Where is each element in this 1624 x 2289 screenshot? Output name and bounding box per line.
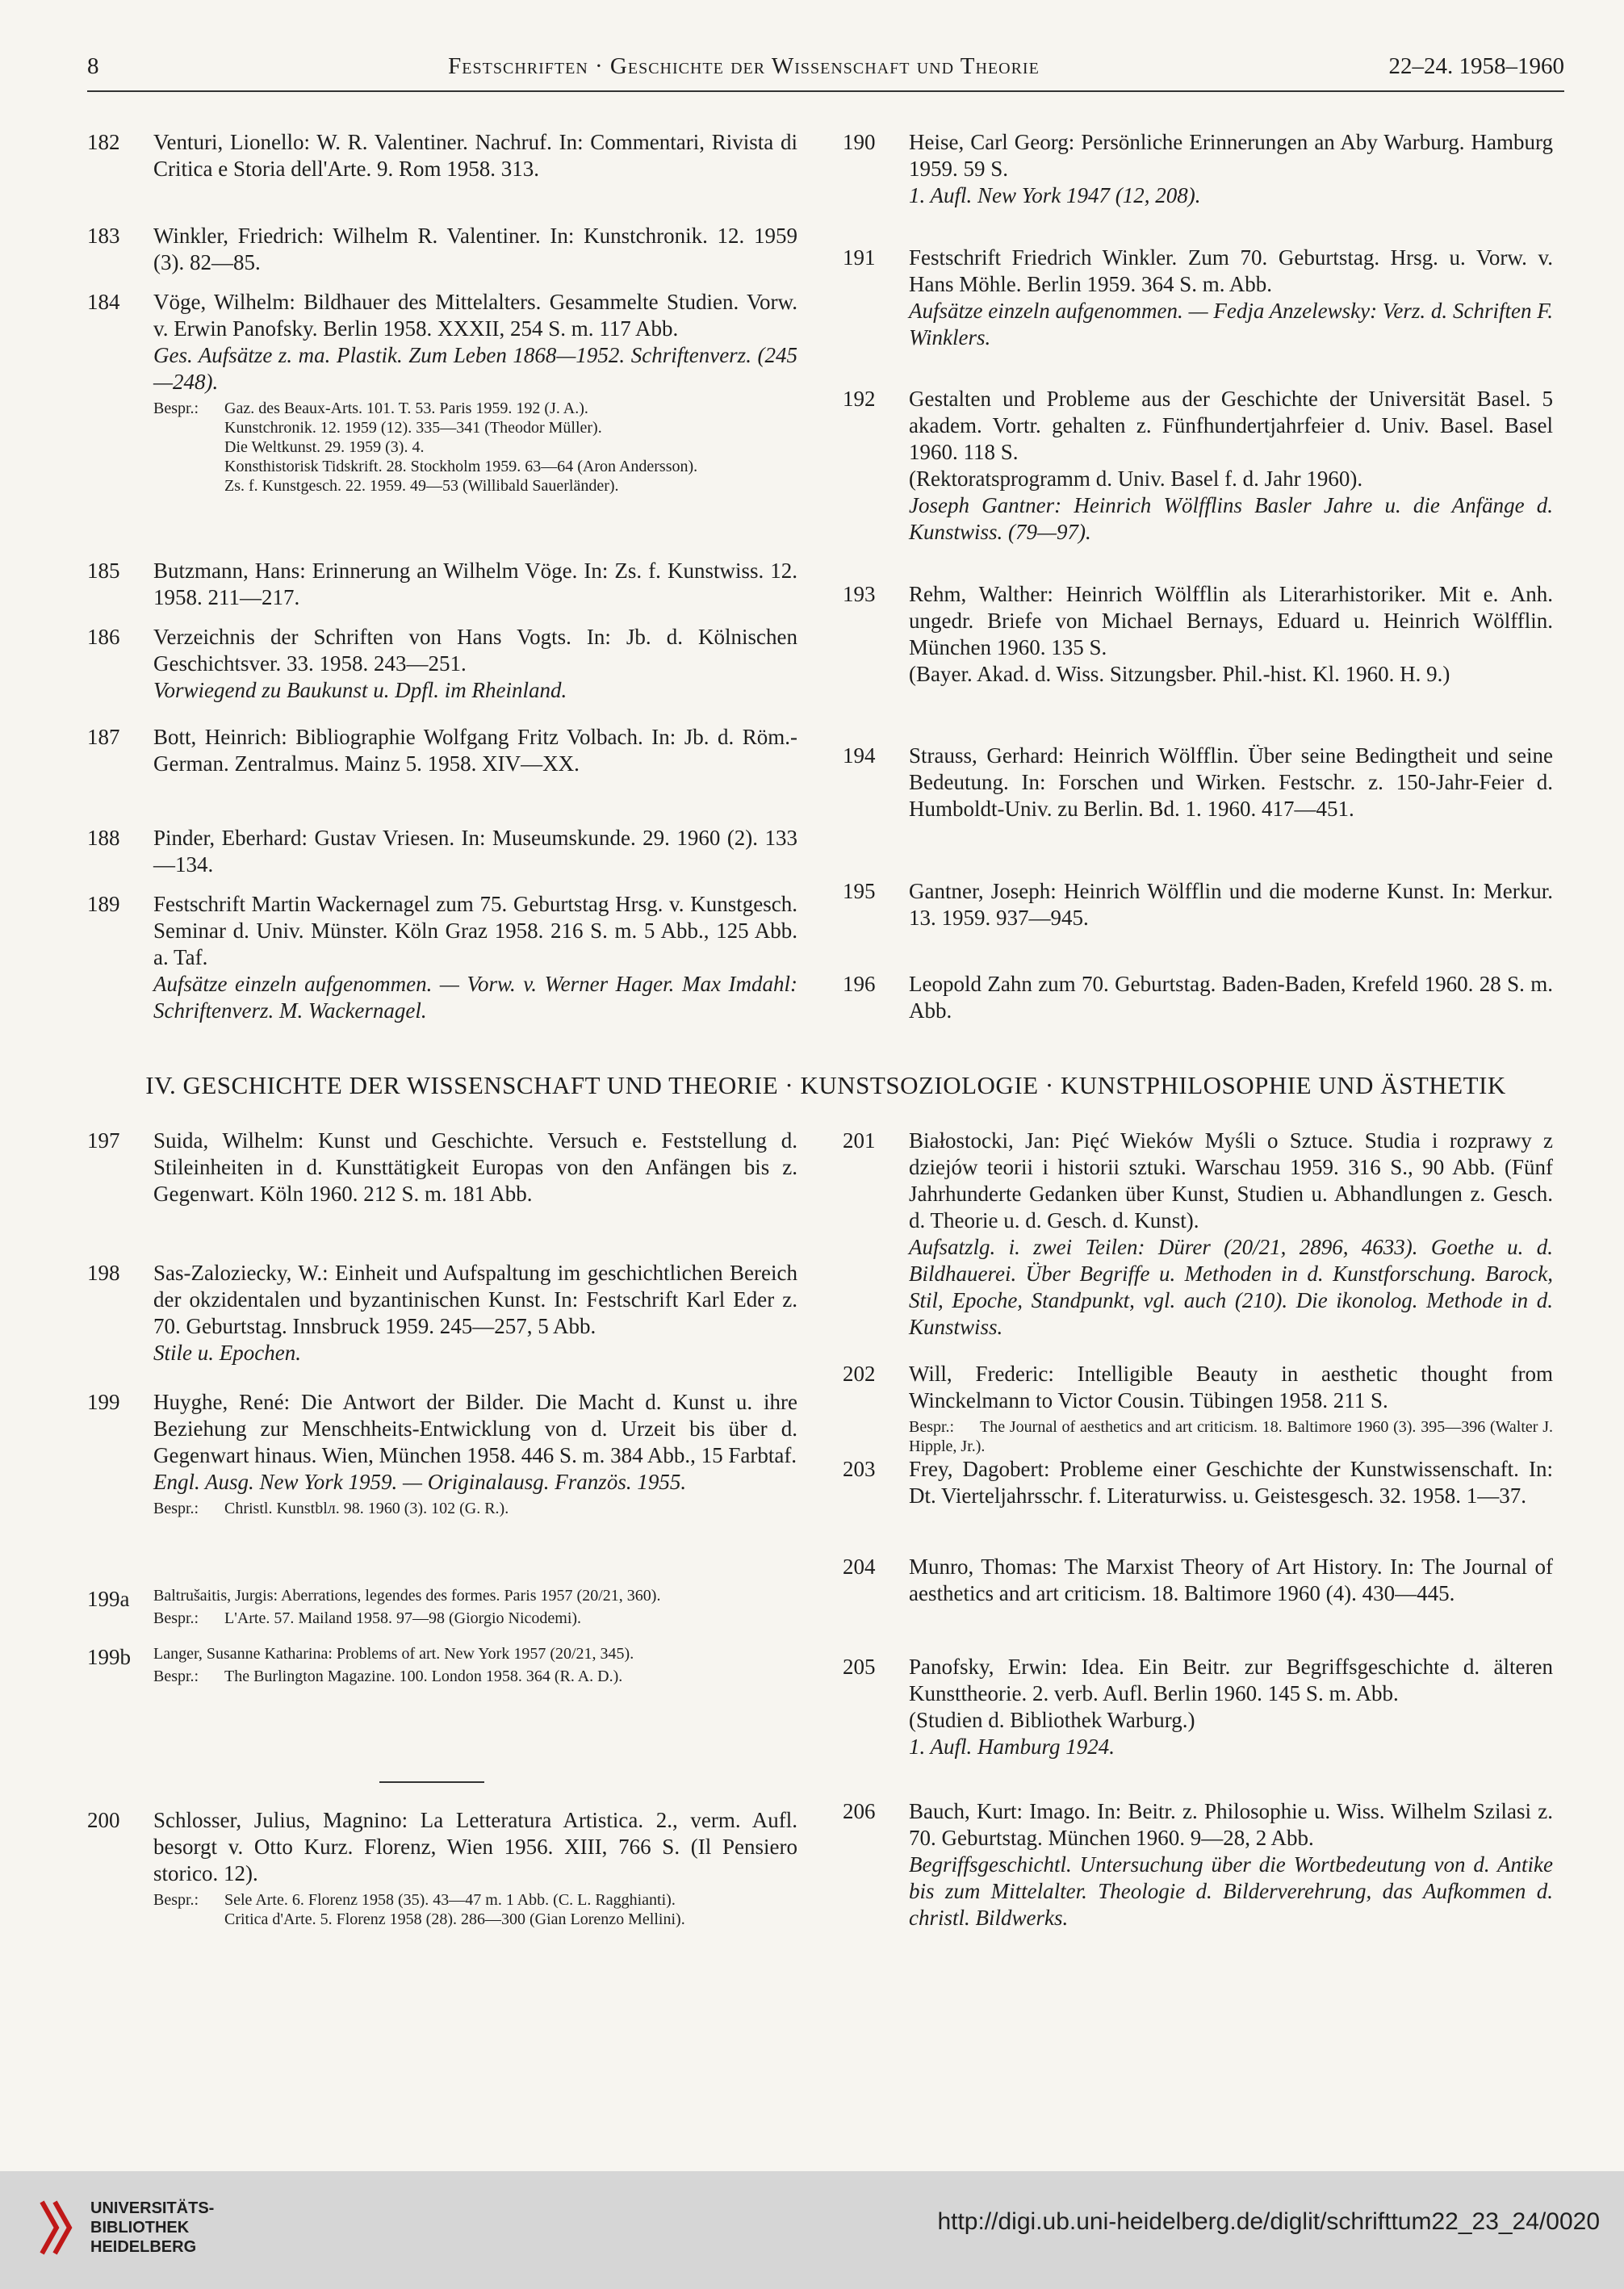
- review-label: Bespr.:: [909, 1418, 955, 1436]
- bibliography-entry: [843, 971, 1553, 1024]
- entry-citation: Pinder, Eberhard: Gustav Vriesen. In: Museumskunde. 29. 1960 (2). 133—134.: [153, 826, 797, 877]
- entry-number: 199: [87, 1390, 120, 1414]
- entry-body: [153, 891, 797, 1024]
- review-label: Bespr.:: [153, 1668, 199, 1685]
- footer-bar: [0, 2171, 1624, 2289]
- entry-citation: Rehm, Walther: Heinrich Wölfflin als Literarhistoriker. Mit e. Anh. ungedr. Briefe von Michael Bernays, Eduard u. Heinrich Wölfflin. München 1960. 135 S.: [909, 582, 1553, 659]
- review-citation: Konsthistorisk Tidskrift. 28. Stockholm 1959. 63—64 (Aron Andersson).: [224, 458, 698, 475]
- library-name: [90, 2199, 214, 2257]
- entry-citation: Sas-Zaloziecky, W.: Einheit und Aufspaltung im geschichtlichen Bereich der okzidentalen und byzantinischen Kunst. In: Festschrift Karl Eder z. 70. Geburtstag. Innsbruck 1959. 245—257, 5 Abb.: [153, 1261, 797, 1338]
- bibliography-entry: [87, 289, 797, 496]
- bibliography-entry: [843, 581, 1553, 688]
- entry-citation: (Bayer. Akad. d. Wiss. Sitzungsber. Phil.-hist. Kl. 1960. H. 9.): [909, 662, 1450, 686]
- review-citation: The Burlington Magazine. 100. London 1958. 364 (R. A. D.).: [224, 1668, 623, 1685]
- entry-citation: Festschrift Friedrich Winkler. Zum 70. Geburtstag. Hrsg. u. Vorw. v. Hans Möhle. Berlin 1959. 364 S. m. Abb.: [909, 245, 1553, 296]
- review-label: Bespr.:: [153, 1500, 199, 1517]
- entry-number: 189: [87, 892, 120, 916]
- review-block: [153, 1609, 797, 1628]
- review-citation: Zs. f. Kunstgesch. 22. 1959. 49—53 (Willibald Sauerländer).: [224, 477, 619, 495]
- bibliography-entry: [843, 1798, 1553, 1931]
- header-rule: [87, 90, 1564, 92]
- entry-body: [909, 878, 1553, 931]
- entry-body: [909, 1361, 1553, 1456]
- entry-number: 202: [843, 1362, 876, 1386]
- entry-annotation: Aufsätze einzeln aufgenommen. — Vorw. v. Werner Hager. Max Imdahl: Schriftenverz. M. Wackernagel.: [153, 972, 797, 1023]
- bibliography-entry: [843, 386, 1553, 546]
- entry-body: [153, 558, 797, 611]
- entry-citation: (Rektoratsprogramm d. Univ. Basel f. d. Jahr 1960).: [909, 467, 1363, 491]
- entry-number: 184: [87, 290, 120, 314]
- entry-number: 188: [87, 826, 120, 850]
- entry-citation: Strauss, Gerhard: Heinrich Wölfflin. Über seine Bedingtheit und seine Bedeutung. In: Forschen und Wirken. Festschr. z. 150-Jahr-Feier d. Humboldt-Univ. zu Berlin. Bd. 1. 1960. 417—451.: [909, 743, 1553, 821]
- entry-number: 205: [843, 1655, 876, 1679]
- review-citation: Critica d'Arte. 5. Florenz 1958 (28). 286—300 (Gian Lorenzo Mellini).: [224, 1910, 685, 1928]
- entry-number: 203: [843, 1457, 876, 1481]
- entry-citation: Butzmann, Hans: Erinnerung an Wilhelm Vöge. In: Zs. f. Kunstwiss. 12. 1958. 211—217.: [153, 559, 797, 609]
- entry-citation: Gestalten und Probleme aus der Geschichte der Universität Basel. 5 akadem. Vortr. gehalten z. Fünfhundertjahrfeier d. Univ. Basel. Basel 1960. 118 S.: [909, 387, 1553, 464]
- entry-number: 191: [843, 245, 876, 270]
- bibliography-entry: [87, 223, 797, 276]
- entry-annotation: Joseph Gantner: Heinrich Wölfflins Basler Jahre u. die Anfänge d. Kunstwiss. (79—97).: [909, 493, 1553, 544]
- bibliography-entry: [87, 891, 797, 1024]
- entry-body: [153, 1644, 797, 1686]
- entry-body: [153, 724, 797, 777]
- entry-number: 201: [843, 1128, 876, 1153]
- entry-citation: Leopold Zahn zum 70. Geburtstag. Baden-Baden, Krefeld 1960. 28 S. m. Abb.: [909, 972, 1553, 1023]
- entry-body: [909, 743, 1553, 822]
- entry-body: [153, 1586, 797, 1628]
- entry-number: 206: [843, 1799, 876, 1823]
- entry-citation: Will, Frederic: Intelligible Beauty in aesthetic thought from Winckelmann to Victor Cousin. Tübingen 1958. 211 S.: [909, 1362, 1553, 1412]
- bibliography-entry: [843, 878, 1553, 931]
- entry-number: 204: [843, 1555, 876, 1579]
- entry-annotation: 1. Aufl. Hamburg 1924.: [909, 1735, 1115, 1759]
- bibliography-entry: [87, 1807, 797, 1929]
- document-url[interactable]: http://digi.ub.uni-heidelberg.de/diglit/schrifttum22_23_24/0020: [937, 2208, 1600, 2235]
- entry-citation: Bauch, Kurt: Imago. In: Beitr. z. Philosophie u. Wiss. Wilhelm Szilasi z. 70. Geburtstag. München 1960. 9—28, 2 Abb.: [909, 1799, 1553, 1850]
- entry-body: [909, 1554, 1553, 1607]
- entry-citation: (Studien d. Bibliothek Warburg.): [909, 1708, 1195, 1732]
- entry-body: [909, 129, 1553, 209]
- entry-body: [153, 1128, 797, 1207]
- bibliography-entry: [87, 624, 797, 704]
- entry-number: 182: [87, 130, 120, 154]
- entry-citation: Baltrušaitis, Jurgis: Aberrations, legendes des formes. Paris 1957 (20/21, 360).: [153, 1587, 661, 1605]
- entry-citation: Festschrift Martin Wackernagel zum 75. Geburtstag Hrsg. v. Kunstgesch. Seminar d. Univ. Münster. Köln Graz 1958. 216 S. m. 5 Abb., 125 Abb. a. Taf.: [153, 892, 797, 969]
- entry-body: [153, 825, 797, 878]
- entry-citation: Bott, Heinrich: Bibliographie Wolfgang Fritz Volbach. In: Jb. d. Röm.-German. Zentralmus. Mainz 5. 1958. XIV—XX.: [153, 725, 797, 776]
- running-title: Festschriften · Geschichte der Wissenschaft und Theorie: [448, 53, 1040, 79]
- review-block: [909, 1417, 1553, 1456]
- bibliography-entry: [87, 1586, 797, 1628]
- review-block: [153, 1667, 797, 1686]
- review-citation: Kunstchronik. 12. 1959 (12). 335—341 (Theodor Müller).: [224, 419, 602, 437]
- entry-annotation: Vorwiegend zu Baukunst u. Dpfl. im Rheinland.: [153, 678, 567, 702]
- entry-body: [153, 1807, 797, 1929]
- review-label: Bespr.:: [153, 400, 199, 417]
- review-label: Bespr.:: [153, 1891, 199, 1909]
- bibliography-entry: [843, 1361, 1553, 1456]
- entry-citation: Vöge, Wilhelm: Bildhauer des Mittelalters. Gesammelte Studien. Vorw. v. Erwin Panofsky. Berlin 1958. XXXII, 254 S. m. 117 Abb.: [153, 290, 797, 341]
- bibliography-entry: [87, 129, 797, 182]
- library-name-line2: BIBLIOTHEK: [90, 2219, 190, 2237]
- entry-body: [153, 223, 797, 276]
- entry-number: 183: [87, 224, 120, 248]
- entry-number: 192: [843, 387, 876, 411]
- entry-number: 190: [843, 130, 876, 154]
- bibliography-entry: [87, 1128, 797, 1207]
- library-name-line1: UNIVERSITÄTS-: [90, 2199, 215, 2217]
- review-citation: The Journal of aesthetics and art criticism. 18. Baltimore 1960 (3). 395—396 (Walter J. Hipple, Jr.).: [909, 1418, 1553, 1455]
- entry-annotation: Ges. Aufsätze z. ma. Plastik. Zum Leben 1868—1952. Schriftenverz. (245—248).: [153, 343, 797, 394]
- entry-body: [153, 1260, 797, 1366]
- entry-body: [909, 386, 1553, 546]
- entry-body: [909, 971, 1553, 1024]
- entry-body: [909, 245, 1553, 351]
- entry-number: 195: [843, 879, 876, 903]
- entry-citation: Białostocki, Jan: Pięć Wieków Myśli o Sztuce. Studia i rozprawy z dziejów teorii i historii sztuki. Warschau 1959. 316 S., 90 Abb. (Fünf Jahrhunderte Gedanken über Kunst, Studien u. Abhandlungen z. Gesch. d. Theorie u. d. Gesch. d. Kunst).: [909, 1128, 1553, 1232]
- entry-number: 197: [87, 1128, 120, 1153]
- review-citation: L'Arte. 57. Mailand 1958. 97—98 (Giorgio Nicodemi).: [224, 1609, 582, 1627]
- entry-number: 185: [87, 559, 120, 583]
- entry-annotation: Aufsatzlg. i. zwei Teilen: Dürer (20/21, 2896, 4633). Goethe u. d. Bildhauerei. Über Begriffe u. Methoden in d. Kunstforschung. Barock, Stil, Epoche, Standpunkt, vgl. auch (210). Die ikonolog. Methode in d. Kunstwiss.: [909, 1235, 1553, 1339]
- bibliography-entry: [843, 1554, 1553, 1607]
- bibliography-entry: [843, 1654, 1553, 1760]
- entry-citation: Suida, Wilhelm: Kunst und Geschichte. Versuch e. Feststellung d. Stileinheiten in d. Kunsttätigkeit Europas von den Anfängen bis z. Gegenwart. Köln 1960. 212 S. m. 181 Abb.: [153, 1128, 797, 1206]
- entry-annotation: 1. Aufl. New York 1947 (12, 208).: [909, 183, 1201, 207]
- entry-number: 198: [87, 1261, 120, 1285]
- entry-citation: Verzeichnis der Schriften von Hans Vogts. In: Jb. d. Kölnischen Geschichtsver. 33. 1958. 243—251.: [153, 625, 797, 676]
- entry-annotation: Stile u. Epochen.: [153, 1341, 301, 1365]
- entry-number: 186: [87, 625, 120, 649]
- bibliography-entry: [843, 743, 1553, 822]
- entry-citation: Schlosser, Julius, Magnino: La Letteratura Artistica. 2., verm. Aufl. besorgt v. Otto Kurz. Florenz, Wien 1956. XIII, 766 S. (Il Pensiero storico. 12).: [153, 1808, 797, 1885]
- bibliography-entry: [87, 825, 797, 878]
- bibliography-entry: [843, 245, 1553, 351]
- entry-citation: Langer, Susanne Katharina: Problems of art. New York 1957 (20/21, 345).: [153, 1645, 634, 1663]
- entry-number: 200: [87, 1808, 120, 1832]
- entry-number: 196: [843, 972, 876, 996]
- entry-body: [153, 129, 797, 182]
- review-block: [153, 1499, 797, 1518]
- bibliography-entry: [843, 129, 1553, 209]
- entry-citation: Heise, Carl Georg: Persönliche Erinnerungen an Aby Warburg. Hamburg 1959. 59 S.: [909, 130, 1553, 181]
- entry-body: [909, 1654, 1553, 1760]
- bibliography-entry: [87, 724, 797, 777]
- entry-citation: Gantner, Joseph: Heinrich Wölfflin und die moderne Kunst. In: Merkur. 13. 1959. 937—945.: [909, 879, 1553, 930]
- entry-body: [909, 1798, 1553, 1931]
- entry-citation: Winkler, Friedrich: Wilhelm R. Valentiner. In: Kunstchronik. 12. 1959 (3). 82—85.: [153, 224, 797, 274]
- bibliography-entry: [87, 1389, 797, 1518]
- library-name-line3: HEIDELBERG: [90, 2238, 197, 2256]
- entry-citation: Huyghe, René: Die Antwort der Bilder. Die Macht d. Kunst u. ihre Beziehung zur Menschheits-Entwicklung von d. Urzeit bis über d. Gegenwart hinaus. Wien, München 1958. 446 S. m. 384 Abb., 15 Farbtaf.: [153, 1390, 797, 1467]
- separator-rule: [379, 1781, 484, 1783]
- review-citation: Christl. Kunstblл. 98. 1960 (3). 102 (G. R.).: [224, 1500, 509, 1517]
- volume-range: 22–24. 1958–1960: [1388, 53, 1564, 79]
- entry-body: [909, 581, 1553, 688]
- review-citation: Gaz. des Beaux-Arts. 101. T. 53. Paris 1959. 192 (J. A.).: [224, 400, 588, 417]
- entry-number: 194: [843, 743, 876, 768]
- university-library-logo-icon: [39, 2195, 74, 2260]
- entry-citation: Venturi, Lionello: W. R. Valentiner. Nachruf. In: Commentari, Rivista di Critica e Storia dell'Arte. 9. Rom 1958. 313.: [153, 130, 797, 181]
- entry-number: 187: [87, 725, 120, 749]
- entry-citation: Panofsky, Erwin: Idea. Ein Beitr. zur Begriffsgeschichte d. älteren Kunsttheorie. 2. verb. Aufl. Berlin 1960. 145 S. m. Abb.: [909, 1655, 1553, 1705]
- review-block: [153, 1890, 797, 1929]
- entry-annotation: Aufsätze einzeln aufgenommen. — Fedja Anzelewsky: Verz. d. Schriften F. Winklers.: [909, 299, 1553, 349]
- entry-number: 199a: [87, 1587, 130, 1611]
- entry-number: 193: [843, 582, 876, 606]
- entry-body: [909, 1456, 1553, 1509]
- bibliography-entry: [87, 1260, 797, 1366]
- bibliography-entry: [87, 1644, 797, 1686]
- review-citation: Sele Arte. 6. Florenz 1958 (35). 43—47 m. 1 Abb. (C. L. Ragghianti).: [224, 1891, 676, 1909]
- review-block: [153, 399, 797, 496]
- running-header: [87, 53, 1564, 80]
- bibliography-entry: [87, 558, 797, 611]
- bibliography-entry: [843, 1128, 1553, 1341]
- entry-annotation: Engl. Ausg. New York 1959. — Originalausg. Französ. 1955.: [153, 1470, 687, 1494]
- entry-citation: Munro, Thomas: The Marxist Theory of Art History. In: The Journal of aesthetics and art criticism. 18. Baltimore 1960 (4). 430—445.: [909, 1555, 1553, 1605]
- entry-body: [153, 289, 797, 496]
- section-heading: IV. GESCHICHTE DER WISSENSCHAFT UND THEORIE · KUNSTSOZIOLOGIE · KUNSTPHILOSOPHIE UND ÄSTHETIK: [145, 1071, 1506, 1099]
- review-label: Bespr.:: [153, 1609, 199, 1627]
- entry-body: [153, 624, 797, 704]
- review-citation: Die Weltkunst. 29. 1959 (3). 4.: [224, 438, 425, 456]
- entry-body: [909, 1128, 1553, 1341]
- bibliography-entry: [843, 1456, 1553, 1509]
- entry-body: [153, 1389, 797, 1518]
- entry-annotation: Begriffsgeschichtl. Untersuchung über die Wortbedeutung von d. Antike bis zum Mittelalter. Theologie d. Bilderverehrung, das Aufkommen d. christl. Bildwerks.: [909, 1852, 1553, 1930]
- entry-citation: Frey, Dagobert: Probleme einer Geschichte der Kunstwissenschaft. In: Dt. Vierteljahrsschr. f. Literaturwiss. u. Geistesgesch. 32. 1958. 1—37.: [909, 1457, 1553, 1508]
- entry-number: 199b: [87, 1645, 131, 1669]
- page-number: 8: [87, 53, 99, 79]
